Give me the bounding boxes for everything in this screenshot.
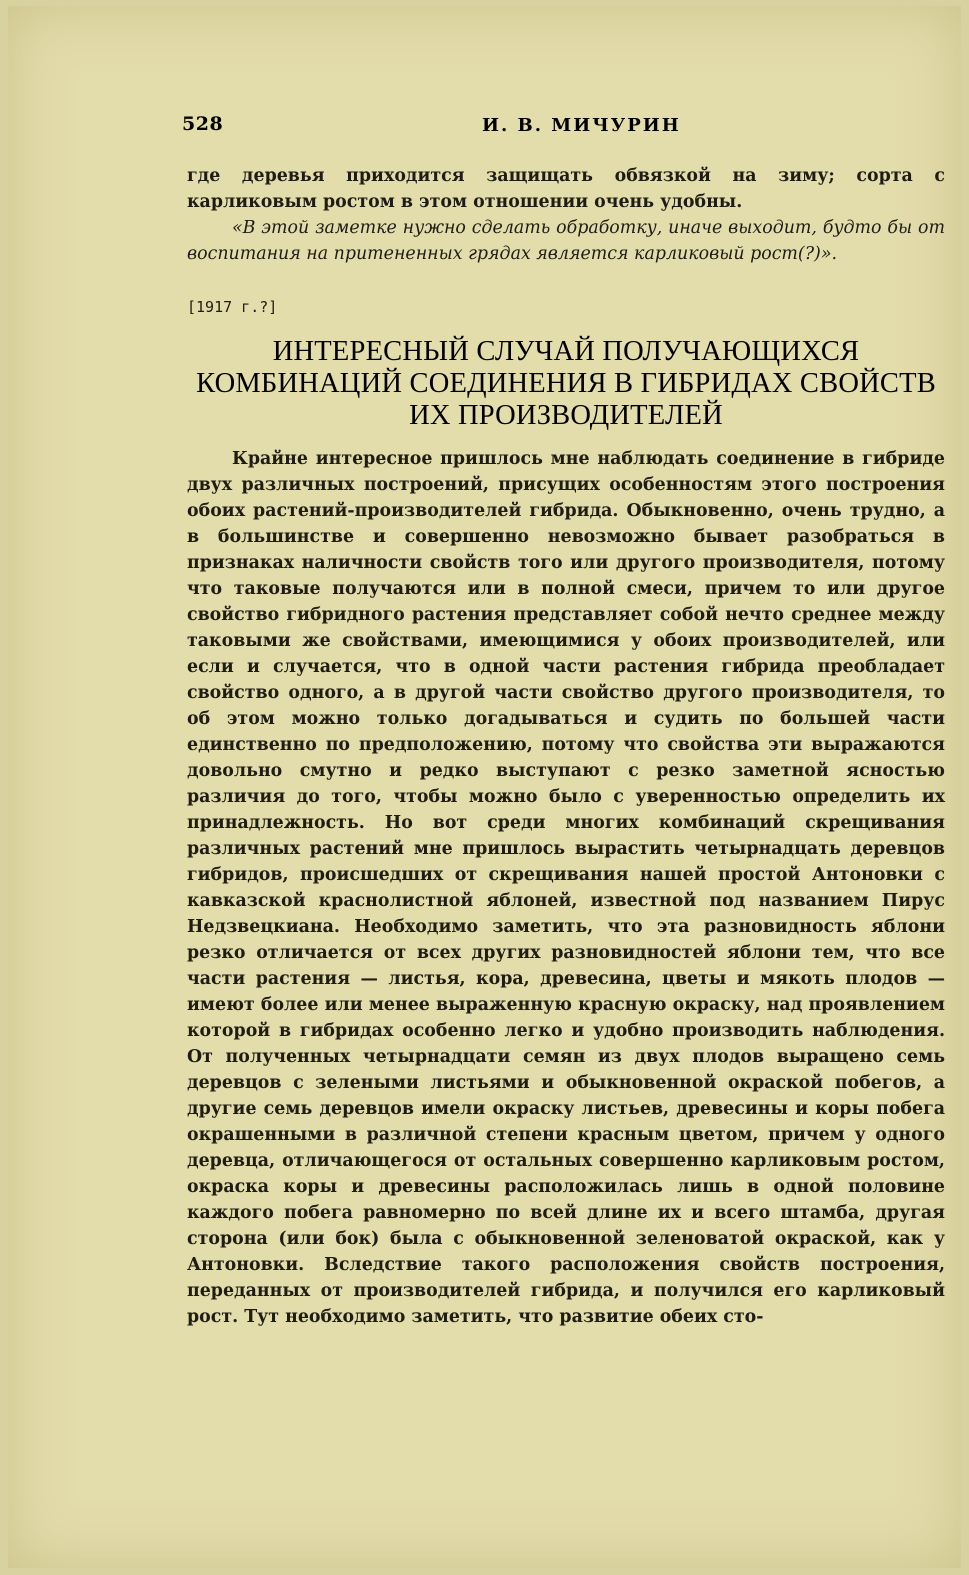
italic-note: «В этой заметке нужно сделать обработку, иначе выходит, будто бы от воспитания на притененных грядах является карликовый рост(?)».	[187, 218, 945, 264]
date-note-block	[187, 294, 945, 320]
preceding-text	[187, 163, 945, 267]
article-body	[187, 446, 945, 1330]
running-head: И. В. МИЧУРИН	[482, 115, 681, 136]
body-paragraph: Крайне интересное пришлось мне наблюдать соединение в гибриде двух различных построений, присущих особенностям этого построения обоих растений-производителей гибрида. Обыкновенно, очень трудно, а в большинстве и совершенно невозможно бывает разобраться в признаках наличности свойств того или другого производителя, потому что таковые получаются или в полной смеси, причем то или другое свойство гибридного растения представляет собой нечто среднее между таковыми же свойствами, имеющимися у обоих производителей, или если и случается, что в одной части растения гибрида преобладает свойство одного, а в другой части свойство другого производителя, то об этом можно только догадываться и судить по большей части единственно по предположению, потому что свойства эти выражаются довольно смутно и редко выступают с резко заметной ясностью различия до того, чтобы можно было с уверенностью определить их принадлежность. Но вот среди многих комбинаций скрещивания различных растений мне пришлось вырастить четырнадцать деревцов гибридов, происшедших от скрещивания нашей простой Антоновки с кавказской краснолистной яблоней, известной под названием Пирус Недзвецкиана. Необходимо заметить, что эта разновидность яблони резко отличается от всех других разновидностей яблони тем, что все части растения — листья, кора, древесина, цветы и мякоть плодов — имеют более или менее выраженную красную окраску, над проявлением которой в гибридах особенно легко и удобно производить наблюдения. От полученных четырнадцати семян из двух плодов выращено семь деревцов с зелеными листьями и обыкновенной окраской побегов, а другие семь деревцов имели окраску листьев, древесины и коры побега окрашенными в различной степени красным цветом, причем у одного деревца, отличающегося от остальных совершенно карликовым ростом, окраска коры и древесины расположилась лишь в одной половине каждого побега равномерно по всей длине их и всего штамба, другая сторона (или бок) была с обыкновенной зеленоватой окраской, как у Антоновки. Вследствие такого расположения свойств построения, переданных от производителей гибрида, и получился его карликовый рост. Тут необходимо заметить, что развитие обеих сто-	[187, 449, 945, 1327]
date-note: [1917 г.?]	[187, 298, 278, 316]
article-title	[182, 336, 950, 432]
title-line-2: КОМБИНАЦИЙ СОЕДИНЕНИЯ В ГИБРИДАХ СВОЙСТВ	[196, 368, 936, 399]
page-number: 528	[182, 113, 224, 135]
preceding-paragraph: где деревья приходится защищать обвязкой на зиму; сорта с карликовым ростом в этом отношении очень удобны.	[187, 166, 945, 212]
title-line-3: ИХ ПРОИЗВОДИТЕЛЕЙ	[409, 400, 723, 431]
title-line-1: ИНТЕРЕСНЫЙ СЛУЧАЙ ПОЛУЧАЮЩИХСЯ	[272, 336, 860, 367]
page-header	[182, 113, 952, 139]
